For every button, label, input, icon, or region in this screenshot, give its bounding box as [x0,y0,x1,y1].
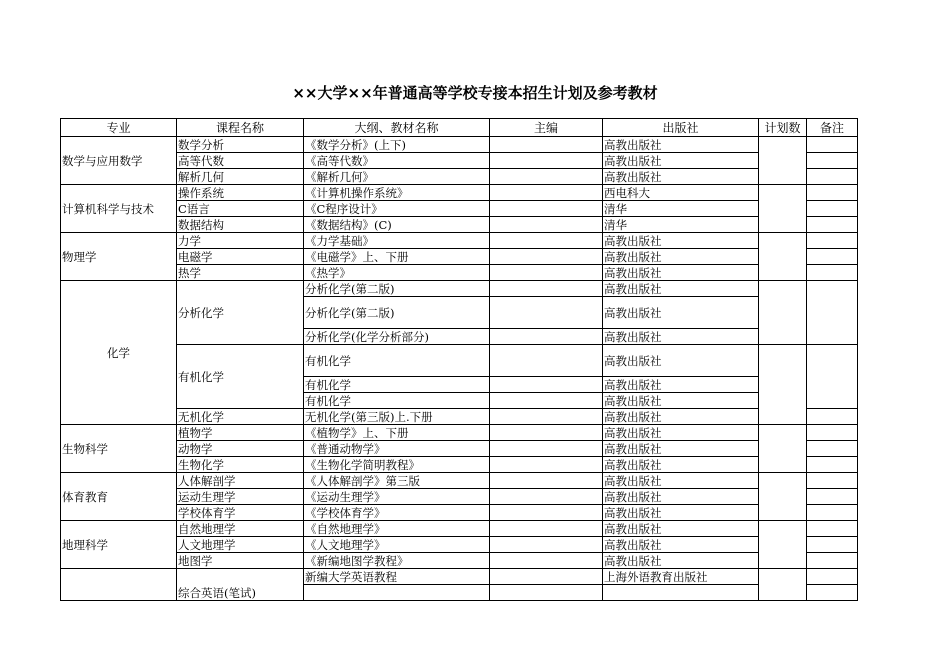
editor-cell [490,377,603,393]
editor-cell [490,185,603,201]
course-cell: 分析化学 [177,281,304,345]
publisher-cell: 高教出版社 [603,537,759,553]
editor-cell [490,153,603,169]
note-cell [807,505,858,521]
course-cell: 数据结构 [177,217,304,233]
editor-cell [490,393,603,409]
table-row [61,153,858,169]
table-row [61,553,858,569]
plan-cell [759,521,807,569]
book-cell: 新编大学英语教程 [304,569,490,585]
table-row [61,137,858,153]
course-cell: 运动生理学 [177,489,304,505]
note-cell [807,489,858,505]
header-major: 专业 [61,119,177,137]
header-editor: 主编 [490,119,603,137]
note-cell [807,553,858,569]
major-cell-geo: 地理科学 [61,521,177,569]
course-cell: 数学分析 [177,137,304,153]
course-cell: 电磁学 [177,249,304,265]
plan-cell [759,137,807,185]
table-row [61,265,858,281]
header-book: 大纲、教材名称 [304,119,490,137]
book-cell: 《数学分析》(上下) [304,137,490,153]
book-cell: 《生物化学简明教程》 [304,457,490,473]
note-cell [807,537,858,553]
course-cell: 操作系统 [177,185,304,201]
book-cell: 《自然地理学》 [304,521,490,537]
publisher-cell: 高教出版社 [603,345,759,377]
table-row [61,185,858,201]
table-row [61,473,858,489]
major-cell-chem: 化学 [61,281,177,425]
editor-cell [490,297,603,329]
editor-cell [490,569,603,585]
course-cell: C语言 [177,201,304,217]
course-cell: 学校体育学 [177,505,304,521]
book-cell: 分析化学(第二版) [304,297,490,329]
plan-cell [759,345,807,425]
book-cell: 《高等代数》 [304,153,490,169]
note-cell [807,425,858,441]
course-cell: 地图学 [177,553,304,569]
header-course: 课程名称 [177,119,304,137]
publisher-cell: 高教出版社 [603,489,759,505]
editor-cell [490,473,603,489]
note-cell [807,345,858,409]
table-row [61,201,858,217]
course-cell: 生物化学 [177,457,304,473]
table-row [61,457,858,473]
table-row [61,425,858,441]
major-cell-cs: 计算机科学与技术 [61,185,177,233]
book-cell: 《热学》 [304,265,490,281]
table-row [61,233,858,249]
editor-cell [490,585,603,601]
book-cell: 《人文地理学》 [304,537,490,553]
editor-cell [490,201,603,217]
book-cell: 分析化学(化学分析部分) [304,329,490,345]
editor-cell [490,249,603,265]
note-cell [807,521,858,537]
plan-cell [759,185,807,233]
book-cell: 有机化学 [304,377,490,393]
editor-cell [490,169,603,185]
book-cell [304,585,490,601]
note-cell [807,249,858,265]
note-cell [807,409,858,425]
publisher-cell: 西电科大 [603,185,759,201]
major-cell-bio: 生物科学 [61,425,177,473]
book-cell: 有机化学 [304,393,490,409]
note-cell [807,441,858,457]
note-cell [807,217,858,233]
table-row [61,281,858,297]
table-row [61,169,858,185]
table-row [61,569,858,585]
book-cell: 《运动生理学》 [304,489,490,505]
editor-cell [490,329,603,345]
plan-cell [759,569,807,601]
book-cell: 《植物学》上、下册 [304,425,490,441]
publisher-cell: 高教出版社 [603,329,759,345]
publisher-cell: 高教出版社 [603,505,759,521]
note-cell [807,185,858,201]
course-cell: 高等代数 [177,153,304,169]
course-cell: 动物学 [177,441,304,457]
editor-cell [490,217,603,233]
publisher-cell: 高教出版社 [603,521,759,537]
course-cell: 人体解剖学 [177,473,304,489]
note-cell [807,153,858,169]
editor-cell [490,425,603,441]
major-cell-math: 数学与应用数学 [61,137,177,185]
table-row [61,441,858,457]
editor-cell [490,233,603,249]
enrollment-table [60,118,858,601]
major-cell-pe: 体育教育 [61,473,177,521]
table-row [61,249,858,265]
header-row [61,119,858,137]
publisher-cell: 高教出版社 [603,409,759,425]
major-cell-physics: 物理学 [61,233,177,281]
course-cell: 无机化学 [177,409,304,425]
course-cell: 综合英语(笔试) [177,569,304,601]
note-cell [807,473,858,489]
editor-cell [490,505,603,521]
book-cell: 《新编地图学教程》 [304,553,490,569]
note-cell [807,137,858,153]
book-cell: 《解析几何》 [304,169,490,185]
note-cell [807,585,858,601]
header-plan: 计划数 [759,119,807,137]
header-note: 备注 [807,119,858,137]
table-row [61,489,858,505]
note-cell [807,201,858,217]
editor-cell [490,265,603,281]
note-cell [807,265,858,281]
note-cell [807,457,858,473]
publisher-cell: 高教出版社 [603,297,759,329]
publisher-cell: 高教出版社 [603,169,759,185]
book-cell: 《电磁学》上、下册 [304,249,490,265]
book-cell: 《力学基础》 [304,233,490,249]
table-row [61,217,858,233]
editor-cell [490,537,603,553]
table-row [61,345,858,377]
table-row [61,505,858,521]
editor-cell [490,553,603,569]
table-row [61,521,858,537]
publisher-cell: 高教出版社 [603,457,759,473]
plan-cell [759,473,807,521]
note-cell [807,281,858,345]
table-row [61,537,858,553]
course-cell: 解析几何 [177,169,304,185]
note-cell [807,169,858,185]
course-cell: 自然地理学 [177,521,304,537]
course-cell: 热学 [177,265,304,281]
header-publisher: 出版社 [603,119,759,137]
publisher-cell: 高教出版社 [603,473,759,489]
book-cell: 《数据结构》(C) [304,217,490,233]
note-cell [807,233,858,249]
publisher-cell: 高教出版社 [603,137,759,153]
publisher-cell: 高教出版社 [603,281,759,297]
publisher-cell: 高教出版社 [603,249,759,265]
publisher-cell: 高教出版社 [603,441,759,457]
editor-cell [490,457,603,473]
course-cell: 植物学 [177,425,304,441]
book-cell: 分析化学(第二版) [304,281,490,297]
note-cell [807,569,858,585]
editor-cell [490,441,603,457]
editor-cell [490,345,603,377]
editor-cell [490,521,603,537]
book-cell: 有机化学 [304,345,490,377]
editor-cell [490,409,603,425]
publisher-cell: 上海外语教育出版社 [603,569,759,585]
publisher-cell: 清华 [603,217,759,233]
course-cell: 力学 [177,233,304,249]
book-cell: 《人体解剖学》第三版 [304,473,490,489]
editor-cell [490,137,603,153]
book-cell: 《学校体育学》 [304,505,490,521]
plan-cell [759,281,807,345]
page-title: ××大学××年普通高等学校专接本招生计划及参考教材 [292,84,658,102]
table-viewport [60,118,857,600]
publisher-cell: 高教出版社 [603,377,759,393]
book-cell: 《普通动物学》 [304,441,490,457]
course-cell: 有机化学 [177,345,304,409]
publisher-cell: 清华 [603,201,759,217]
plan-cell [759,233,807,281]
book-cell: 《计算机操作系统》 [304,185,490,201]
publisher-cell [603,585,759,601]
book-cell: 《C程序设计》 [304,201,490,217]
course-cell: 人文地理学 [177,537,304,553]
publisher-cell: 高教出版社 [603,425,759,441]
editor-cell [490,489,603,505]
editor-cell [490,281,603,297]
major-cell-next [61,569,177,601]
publisher-cell: 高教出版社 [603,553,759,569]
publisher-cell: 高教出版社 [603,153,759,169]
table-row [61,409,858,425]
plan-cell [759,425,807,473]
publisher-cell: 高教出版社 [603,393,759,409]
book-cell: 无机化学(第三版)上.下册 [304,409,490,425]
publisher-cell: 高教出版社 [603,233,759,249]
publisher-cell: 高教出版社 [603,265,759,281]
